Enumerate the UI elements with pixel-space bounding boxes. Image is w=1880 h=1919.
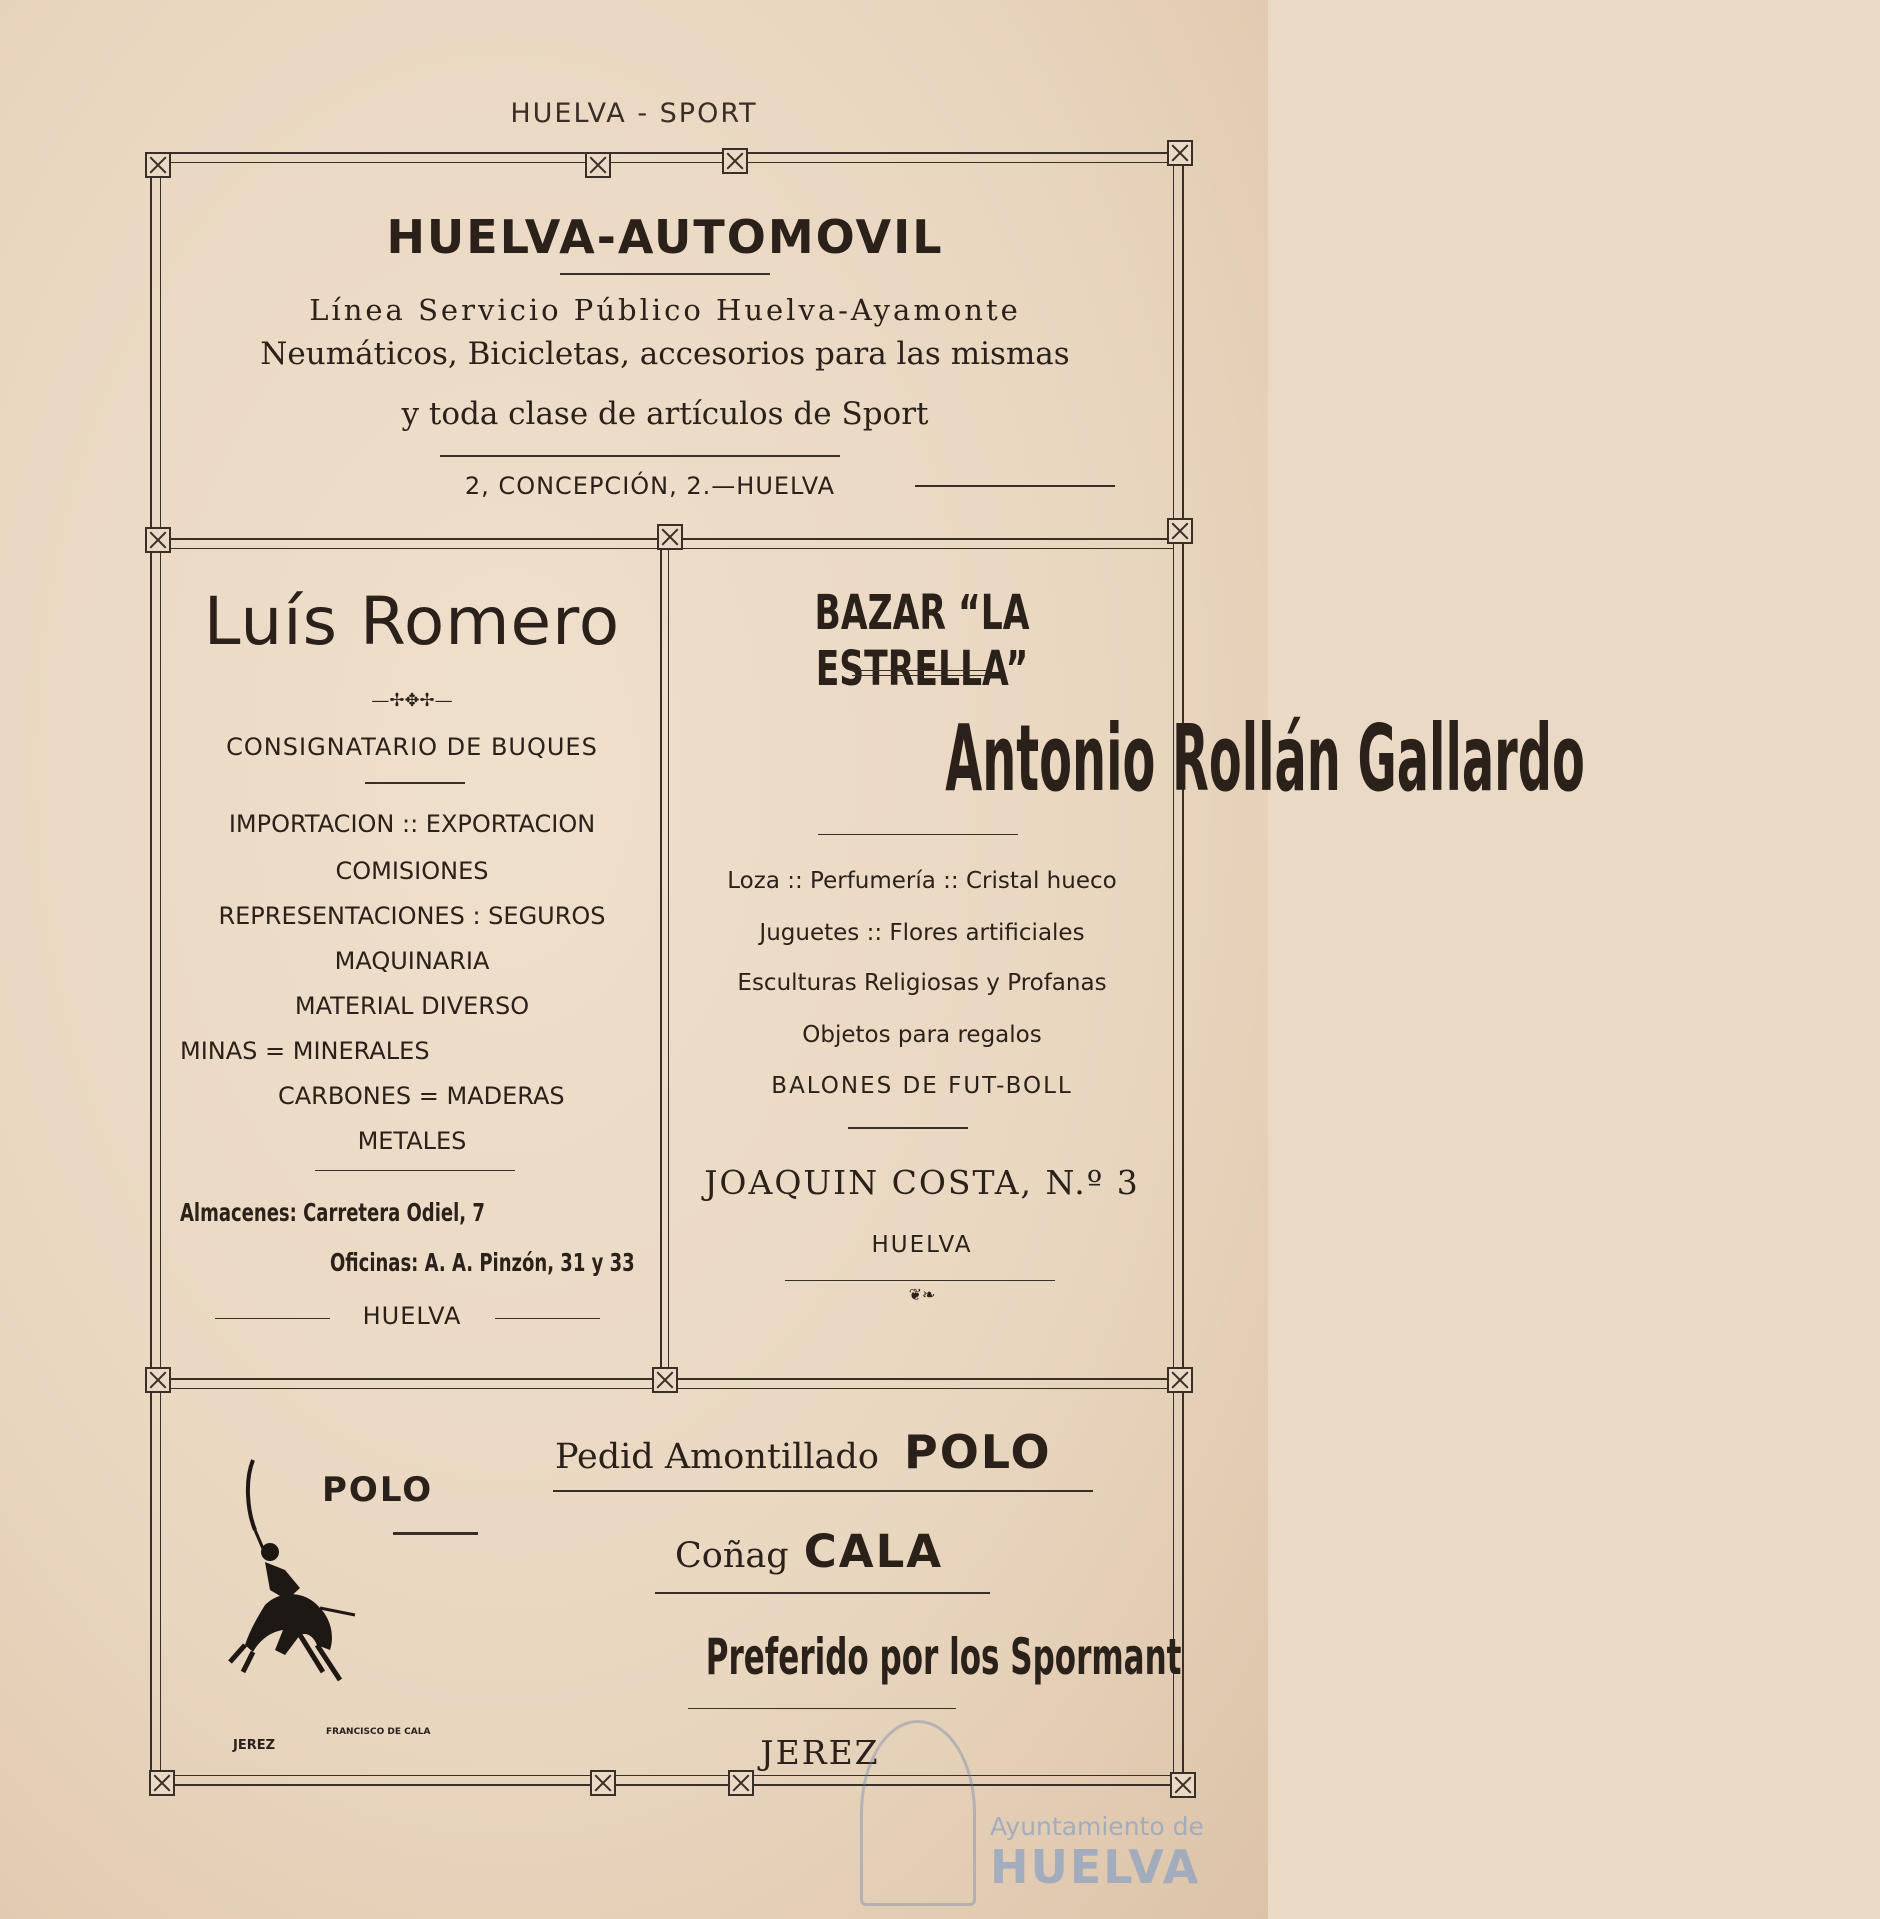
corner-ornament <box>1167 140 1193 166</box>
polo-line1-brand: POLO <box>903 1425 1052 1479</box>
polo-logo-jerez: JEREZ <box>233 1738 276 1753</box>
corner-ornament <box>1167 518 1193 544</box>
bazar-title-rule-2 <box>852 675 986 676</box>
bazar-line: Loza :: Perfumería :: Cristal hueco <box>727 868 1117 894</box>
bazar-title-text: BAZAR “LA ESTRELLA” <box>814 585 1030 697</box>
automovil-line2: Neumáticos, Bicicletas, accesorios para las mismas <box>260 336 1070 372</box>
bazar-owner-rule <box>818 834 1018 835</box>
romero-oficinas <box>330 1248 635 1277</box>
bazar-city: HUELVA <box>871 1232 973 1258</box>
polo-line1 <box>555 1425 1052 1479</box>
corner-ornament <box>1167 1367 1193 1393</box>
romero-city-rule-right <box>495 1318 600 1319</box>
bazar-title <box>672 585 1172 697</box>
corner-ornament <box>585 152 611 178</box>
automovil-rule <box>440 455 840 457</box>
automovil-line3: y toda clase de artículos de Sport <box>401 396 929 432</box>
romero-city-rule-left <box>215 1318 330 1319</box>
bazar-address: JOAQUIN COSTA, N.º 3 <box>704 1163 1140 1202</box>
middle-divider <box>660 540 662 1378</box>
polo-line1-rule <box>553 1490 1093 1492</box>
bazar-city-rule <box>785 1280 1055 1281</box>
automovil-title-rule <box>560 273 770 275</box>
bazar-title-rule <box>852 670 986 671</box>
romero-line: REPRESENTACIONES : SEGUROS <box>218 902 606 930</box>
bazar-owner-text: Antonio Rollán Gallardo <box>945 705 1585 812</box>
corner-ornament <box>149 1770 175 1796</box>
watermark-line2: HUELVA <box>990 1840 1201 1894</box>
romero-line: IMPORTACION :: EXPORTACION <box>228 810 596 838</box>
bazar-ornament: ❦❧ <box>908 1285 936 1304</box>
polo-line2-brand: CALA <box>803 1525 944 1578</box>
bazar-line: Objetos para regalos <box>802 1022 1042 1048</box>
running-head: HUELVA - SPORT <box>510 98 758 129</box>
corner-ornament <box>657 524 683 550</box>
corner-ornament <box>145 1367 171 1393</box>
corner-ornament <box>1170 1772 1196 1798</box>
corner-ornament <box>722 148 748 174</box>
automovil-address: 2, CONCEPCIÓN, 2.—HUELVA <box>464 472 836 500</box>
polo-line3-rule <box>688 1708 956 1709</box>
watermark-shield-icon <box>860 1720 976 1906</box>
polo-line2-rule <box>655 1592 990 1594</box>
romero-line: MAQUINARIA <box>334 947 490 975</box>
bazar-rule <box>848 1127 968 1129</box>
watermark-line1: Ayuntamiento de <box>990 1812 1204 1841</box>
romero-role-rule <box>365 782 465 784</box>
corner-ornament <box>145 527 171 553</box>
corner-ornament <box>652 1367 678 1393</box>
romero-line: MINAS = MINERALES <box>180 1037 430 1065</box>
polo-line2-prefix: Coñag <box>675 1536 789 1576</box>
romero-city: HUELVA <box>362 1302 462 1330</box>
bazar-line: BALONES DE FUT-BOLL <box>771 1073 1073 1099</box>
romero-almacenes-text: Almacenes: Carretera Odiel, 7 <box>180 1198 485 1227</box>
bazar-owner <box>650 705 1585 812</box>
polo-city: JEREZ <box>760 1733 880 1772</box>
romero-line: MATERIAL DIVERSO <box>294 992 530 1020</box>
romero-rule <box>315 1170 515 1171</box>
romero-line: METALES <box>357 1127 467 1155</box>
automovil-title: HUELVA-AUTOMOVIL <box>386 210 944 264</box>
polo-logo-rule <box>393 1532 478 1535</box>
polo-logo-text: POLO <box>322 1470 434 1510</box>
polo-line2 <box>675 1525 943 1578</box>
polo-line3-text: Preferido por los Spormant <box>705 1628 1182 1686</box>
polo-player-icon <box>225 1440 385 1710</box>
romero-oficinas-text: Oficinas: A. A. Pinzón, 31 y 33 <box>330 1248 635 1277</box>
polo-line1-prefix: Pedid Amontillado <box>555 1437 879 1477</box>
romero-line: COMISIONES <box>335 857 489 885</box>
automovil-line1: Línea Servicio Público Huelva-Ayamonte <box>309 293 1021 327</box>
romero-ornament: —✢✥✢— <box>371 690 453 711</box>
romero-name: Luís Romero <box>203 583 621 660</box>
corner-ornament <box>728 1770 754 1796</box>
corner-ornament <box>145 152 171 178</box>
romero-almacenes <box>180 1198 485 1227</box>
polo-line3 <box>560 1628 1182 1686</box>
corner-ornament <box>590 1770 616 1796</box>
romero-line: CARBONES = MADERAS <box>278 1082 565 1110</box>
automovil-address-rule <box>915 485 1115 487</box>
polo-logo-signature: FRANCISCO DE CALA <box>326 1727 431 1737</box>
bazar-line: Juguetes :: Flores artificiales <box>759 920 1085 946</box>
bazar-line: Esculturas Religiosas y Profanas <box>737 970 1107 996</box>
romero-role: CONSIGNATARIO DE BUQUES <box>226 733 598 761</box>
